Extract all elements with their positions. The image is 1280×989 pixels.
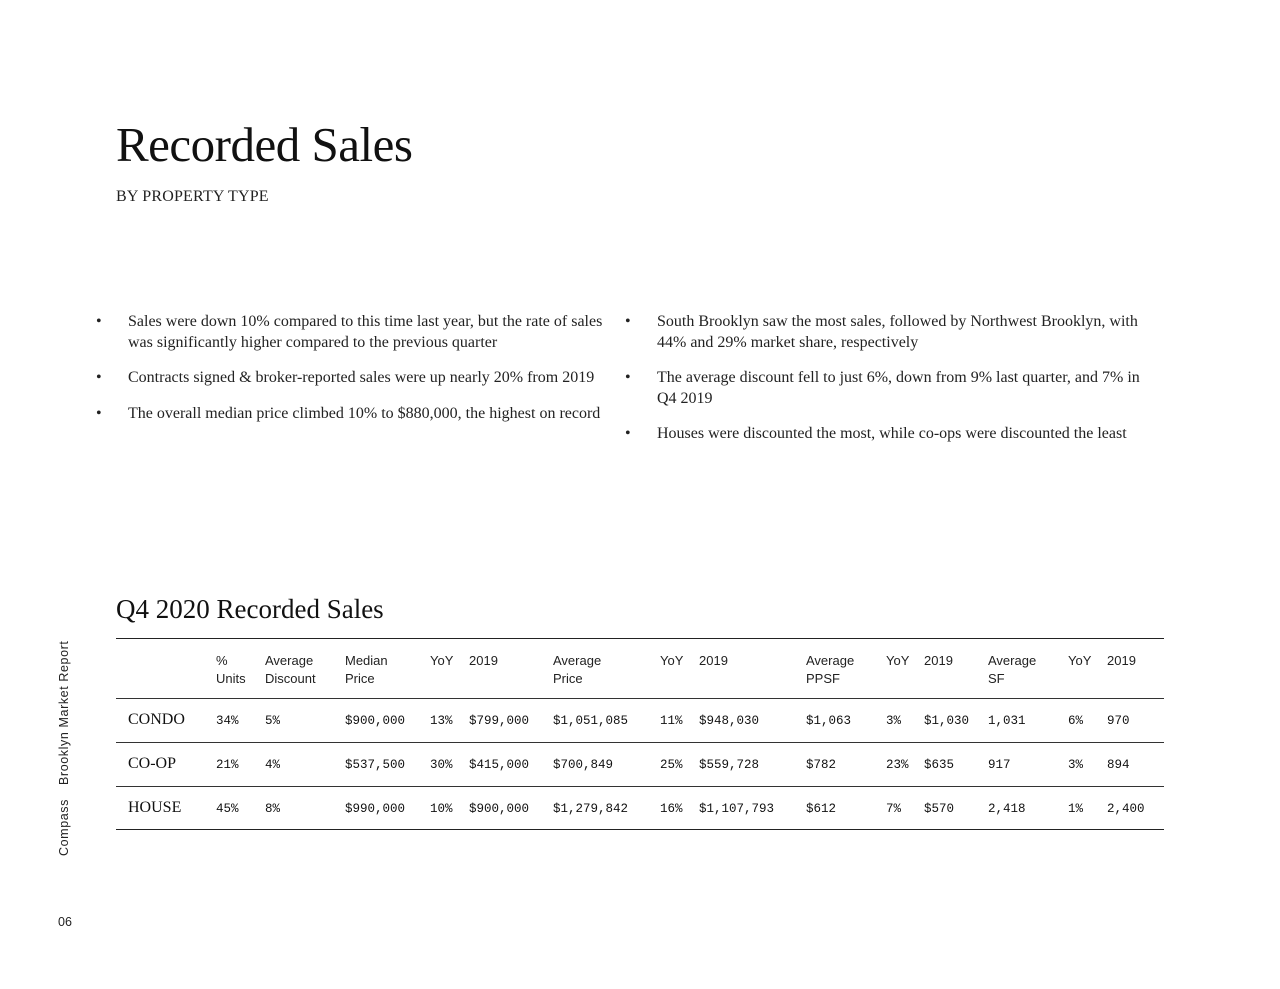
table-cell: 1%: [1068, 802, 1084, 816]
column-header-line1: 2019: [1107, 653, 1136, 668]
column-header: [345, 652, 388, 688]
table-cell: $612: [806, 802, 837, 816]
column-header-line1: Average: [988, 653, 1037, 668]
column-header: [430, 652, 453, 670]
column-header: [988, 652, 1036, 688]
table-row-rule: [116, 742, 1164, 743]
bullet-item: [96, 404, 616, 425]
column-header-line1: Average: [265, 653, 314, 668]
bullet-item: [625, 368, 1155, 409]
table-cell: 16%: [660, 802, 683, 816]
column-header: [886, 652, 909, 670]
column-header-line1: YoY: [660, 653, 684, 668]
table-cell: 34%: [216, 714, 239, 728]
table-cell: $570: [924, 802, 955, 816]
column-header: [660, 652, 683, 670]
bullet-text: The overall median price climbed 10% to $880,000, the highest on record: [128, 404, 601, 422]
column-header: [553, 652, 601, 688]
table-cell: 7%: [886, 802, 902, 816]
bullet-list-left: [96, 312, 616, 439]
table-cell: 23%: [886, 758, 909, 772]
bullet-text: South Brooklyn saw the most sales, followed by Northwest Brooklyn, with 44% and 29% market share, respectively: [657, 313, 1138, 351]
column-header-line1: YoY: [1068, 653, 1092, 668]
bullet-list-right: [625, 312, 1155, 460]
column-header-line1: 2019: [699, 653, 728, 668]
bullet-icon: •: [625, 369, 631, 386]
table-cell: $799,000: [469, 714, 530, 728]
table-cell: $1,107,793: [699, 802, 775, 816]
table-cell: $900,000: [345, 714, 406, 728]
table-top-rule: [116, 638, 1164, 639]
bullet-item: [96, 368, 616, 389]
page-title: Recorded Sales: [116, 117, 413, 172]
column-header-line1: 2019: [924, 653, 953, 668]
page-number: 06: [58, 915, 72, 929]
bullet-item: [96, 312, 616, 353]
sidebar-caption: [57, 641, 71, 857]
table-cell: 1,031: [988, 714, 1026, 728]
column-header-line2: PPSF: [806, 671, 840, 686]
column-header: [216, 652, 246, 688]
table-cell: $537,500: [345, 758, 406, 772]
column-header: [469, 652, 498, 670]
column-header-line2: Discount: [265, 671, 316, 686]
bullet-icon: •: [96, 404, 102, 422]
table-cell: 10%: [430, 802, 453, 816]
table-cell: 8%: [265, 802, 281, 816]
table-cell: 30%: [430, 758, 453, 772]
column-header-line2: Units: [216, 671, 246, 686]
bullet-item: [625, 312, 1155, 353]
table-cell: $1,063: [806, 714, 852, 728]
table-cell: 4%: [265, 758, 281, 772]
table-cell: $1,030: [924, 714, 970, 728]
table-row-rule: [116, 786, 1164, 787]
table-title: Q4 2020 Recorded Sales: [116, 594, 384, 624]
table-cell: 3%: [886, 714, 902, 728]
row-label: CO-OP: [128, 755, 177, 772]
column-header-line1: %: [216, 653, 228, 668]
table-bottom-rule: [116, 829, 1164, 830]
table-cell: $700,849: [553, 758, 614, 772]
table-cell: 6%: [1068, 714, 1084, 728]
bullet-text: Contracts signed & broker-reported sales were up nearly 20% from 2019: [128, 369, 595, 386]
row-label: HOUSE: [128, 799, 182, 816]
column-header: [806, 652, 854, 688]
table-cell: $1,279,842: [553, 802, 629, 816]
table-cell: 2,418: [988, 802, 1026, 816]
column-header-line2: SF: [988, 671, 1005, 686]
bullet-icon: •: [625, 425, 631, 442]
bullet-text: Houses were discounted the most, while co-ops were discounted the least: [657, 425, 1127, 442]
table-cell: $948,030: [699, 714, 760, 728]
row-label: CONDO: [128, 711, 185, 728]
table-cell: 13%: [430, 714, 453, 728]
bullet-text: Sales were down 10% compared to this time last year, but the rate of sales was significantly higher compared to the previous quarter: [128, 313, 603, 351]
brand-name: Compass: [57, 799, 71, 856]
table-header-rule: [116, 698, 1164, 699]
column-header-line1: YoY: [430, 653, 454, 668]
table-cell: $635: [924, 758, 955, 772]
table-cell: 894: [1107, 758, 1130, 772]
bullet-icon: •: [96, 369, 102, 386]
column-header-line1: Average: [806, 653, 855, 668]
table-cell: $559,728: [699, 758, 760, 772]
table-cell: 917: [988, 758, 1011, 772]
bullet-icon: •: [96, 313, 102, 330]
table-cell: $990,000: [345, 802, 406, 816]
bullet-icon: •: [625, 313, 631, 330]
column-header-line1: YoY: [886, 653, 910, 668]
column-header-line1: 2019: [469, 653, 498, 668]
column-header-line2: Price: [345, 671, 375, 686]
table-cell: 2,400: [1107, 802, 1145, 816]
table-cell: 21%: [216, 758, 239, 772]
table-cell: 25%: [660, 758, 683, 772]
report-name: Brooklyn Market Report: [57, 640, 71, 785]
table-cell: $415,000: [469, 758, 530, 772]
bullet-text: The average discount fell to just 6%, down from 9% last quarter, and 7% in Q4 2019: [657, 369, 1140, 407]
column-header: [924, 652, 953, 670]
column-header: [265, 652, 316, 688]
bullet-item: [625, 424, 1155, 445]
column-header-line2: Price: [553, 671, 583, 686]
table-cell: $1,051,085: [553, 714, 629, 728]
column-header: [1107, 652, 1136, 670]
page-subtitle: BY PROPERTY TYPE: [116, 188, 269, 205]
table-cell: 5%: [265, 714, 281, 728]
table-cell: 3%: [1068, 758, 1084, 772]
column-header: [1068, 652, 1091, 670]
column-header: [699, 652, 728, 670]
table-cell: 11%: [660, 714, 683, 728]
table-cell: 970: [1107, 714, 1130, 728]
column-header-line1: Median: [345, 653, 388, 668]
table-cell: $782: [806, 758, 837, 772]
column-header-line1: Average: [553, 653, 602, 668]
table-cell: 45%: [216, 802, 239, 816]
table-cell: $900,000: [469, 802, 530, 816]
